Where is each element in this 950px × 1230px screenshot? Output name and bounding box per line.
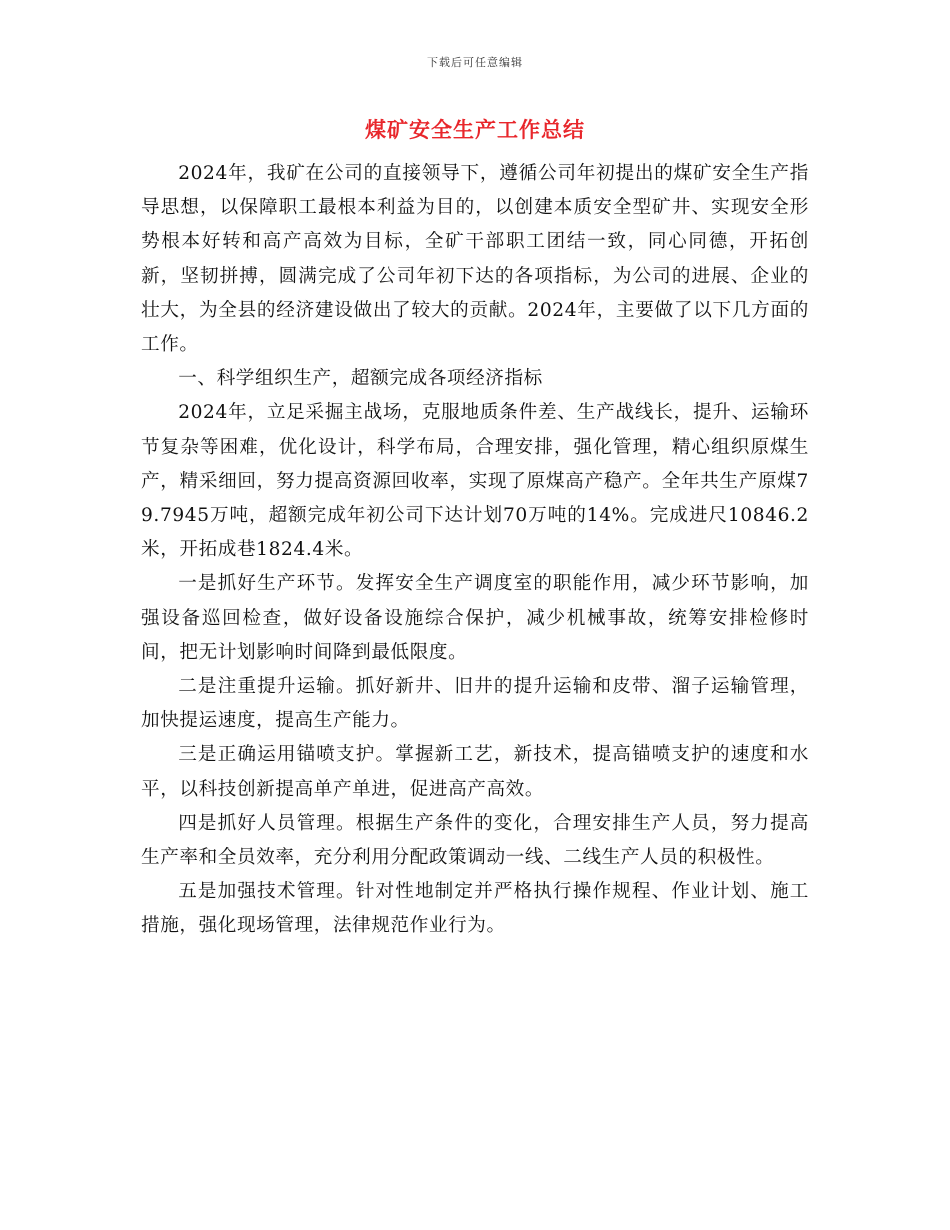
- header-note: 下载后可任意编辑: [427, 56, 523, 69]
- paragraph-point-4: 四是抓好人员管理。根据生产条件的变化，合理安排生产人员，努力提高生产率和全员效率，充分利用分配政策调动一线、二线生产人员的积极性。: [141, 812, 809, 869]
- paragraph-point-2: 二是注重提升运输。抓好新井、旧井的提升运输和皮带、溜子运输管理，加快提运速度，提高生产能力。: [141, 676, 809, 732]
- section-heading-1: 一、科学组织生产，超额完成各项经济指标: [178, 368, 543, 390]
- paragraph-point-3: 三是正确运用锚喷支护。掌握新工艺，新技术，提高锚喷支护的速度和水平，以科技创新提高单产单进，促进高产高效。: [141, 744, 809, 800]
- paragraph-point-5: 五是加强技术管理。针对性地制定并严格执行操作规程、作业计划、施工措施，强化现场管理，法律规范作业行为。: [141, 881, 809, 937]
- paragraph-production: 2024年，立足采掘主战场，克服地质条件差、生产战线长，提升、运输环节复杂等困难，优化设计，科学布局，合理安排，强化管理，精心组织原煤生产，精采细回，努力提高资源回收率，实现了原煤高产稳产。全年共生产原煤79.7945万吨，超额完成年初公司下达计划70万吨的14%。完成进尺10846.2米，开拓成巷1824.4米。: [141, 402, 809, 561]
- document-title: 煤矿安全生产工作总结: [365, 117, 585, 142]
- paragraph-point-1: 一是抓好生产环节。发挥安全生产调度室的职能作用，减少环节影响，加强设备巡回检查，做好设备设施综合保护，减少机械事故，统筹安排检修时间，把无计划影响时间降到最低限度。: [141, 573, 809, 663]
- document-body: [141, 157, 809, 944]
- paragraph-intro: 2024年，我矿在公司的直接领导下，遵循公司年初提出的煤矿安全生产指导思想，以保障职工最根本利益为目的，以创建本质安全型矿井、实现安全形势根本好转和高产高效为目标，全矿干部职工团结一致，同心同德，开拓创新，坚韧拼搏，圆满完成了公司年初下达的各项指标，为公司的进展、企业的壮大，为全县的经济建设做出了较大的贡献。2024年，主要做了以下几方面的工作。: [141, 163, 809, 356]
